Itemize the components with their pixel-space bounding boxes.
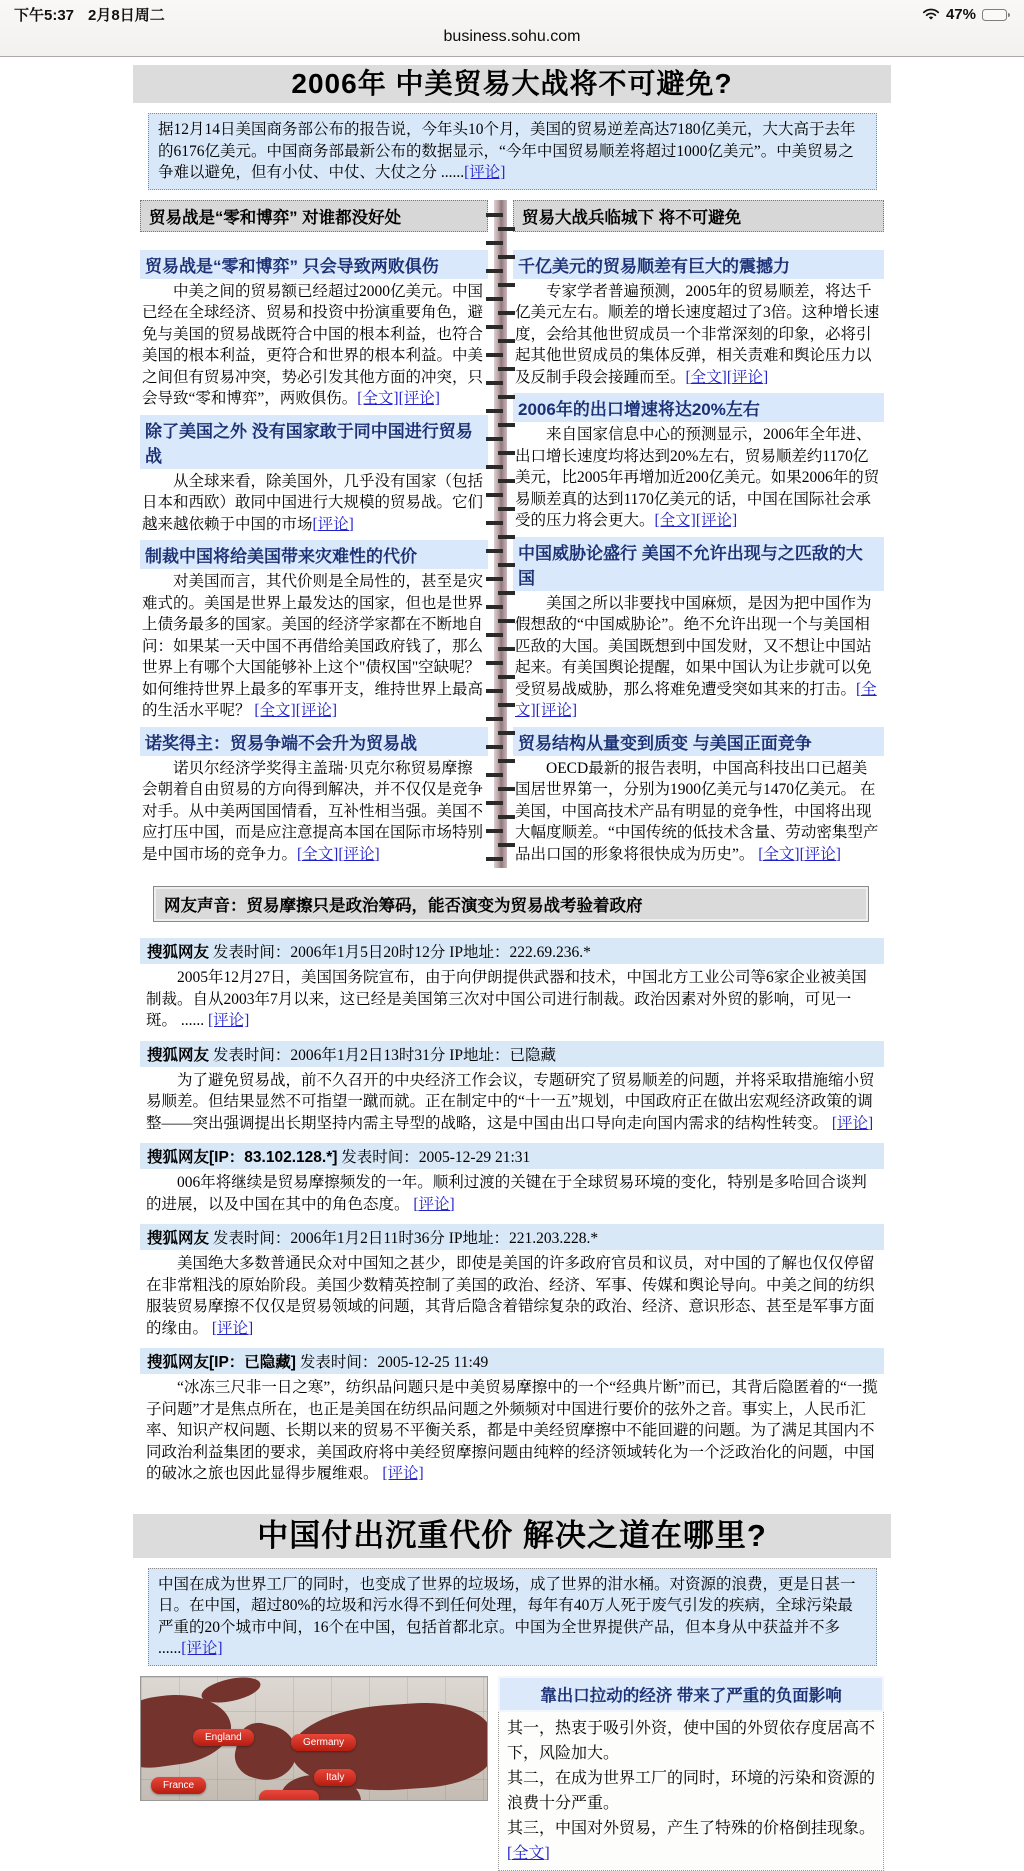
section-title: 制裁中国将给美国带来灾难性的代价 [140,540,488,569]
comment-item [140,938,884,1039]
comment-author: 搜狐网友[IP：已隐藏] [147,1354,296,1371]
comment-body [140,1374,884,1492]
intro-box [148,113,877,190]
comment-text: 2005年12月27日，美国国务院宣布，由于向伊朗提供武器和技术，中国北方工业公司等6家企业被美国制裁。自从2003年7月以来，这已经是美国第三次对中国公司进行制裁。政治因素对外贸的影响，可见一斑。 ...... [146,969,867,1029]
section-body [140,756,488,869]
comment-body [140,1250,884,1346]
section-body [140,469,488,539]
news-section [513,393,884,535]
map-continent-shape [199,1676,262,1707]
comments-link[interactable]: [评论] [382,1465,424,1482]
comment-time: 发表时间：2005-12-25 11:49 [299,1354,489,1371]
comment-time: 发表时间：2006年1月5日20时12分 IP地址：222.69.236.* [212,944,591,961]
comment-body [140,964,884,1039]
clock: 下午5:37 [14,7,75,24]
fulltext-link[interactable]: [全文] [515,680,877,719]
section-text: 中美之间的贸易额已经超过2000亿美元。中国已经在全球经济、贸易和投资中扮演重要角色，避免与美国的贸易战既符合中国的根本利益，也符合美国的根本利益，更符合和世界的根本利益。中美之间但有贸易冲突，势必引发其他方面的冲突，只会导致“零和博弈”，两败俱伤。 [142,282,484,407]
list-item-text: 其三，中国对外贸易，产生了特殊的价格倒挂现象。 [507,1819,876,1837]
netizen-voice-header: 网友声音：贸易摩擦只是政治筹码，能否演变为贸易战考验着政府 [153,886,869,922]
status-bar [0,0,1024,25]
page2-intro-box [148,1568,877,1666]
negative-effects-panel [498,1676,884,1871]
list-item: 其一，热衷于吸引外资，使中国的外贸依存度居高不下，风险加大。 [507,1719,876,1762]
list-item: 其二，在成为世界工厂的同时，环境的污染和资源的浪费十分严重。 [507,1769,876,1812]
comment-time: 发表时间：2006年1月2日13时31分 IP地址：已隐藏 [212,1046,557,1064]
negative-effects-list [498,1712,884,1871]
address-bar[interactable]: business.sohu.com [443,28,581,45]
comments-link[interactable]: [评论] [398,390,440,407]
comment-meta [140,1143,884,1169]
intro-comments-link[interactable]: [评论] [181,1640,223,1657]
fulltext-link[interactable]: [全文] [654,512,696,529]
section-title: 除了美国之外 没有国家敢于同中国进行贸易战 [140,415,488,469]
comment-meta [140,938,884,964]
map-label-italy: Italy [314,1769,356,1786]
comments-link[interactable]: [评论] [535,702,577,719]
comments-link[interactable]: [评论] [695,512,738,529]
section-text: 美国之所以非要找中国麻烦，是因为把中国作为假想敌的“中国威胁论”。绝不允许出现一个与美国相匹敌的大国。美国既想到中国发财，又不想让中国站起来。有美国舆论提醒，如果中国认为让步就可以免受贸易战威胁，那么将难免遭受突如其来的打击。 [515,594,872,698]
page2-title: 中国付出沉重代价 解决之道在哪里? [133,1514,891,1558]
section-body [513,756,884,869]
section-title: 千亿美元的贸易顺差有巨大的震撼力 [513,250,884,279]
page2-intro-text: 中国在成为世界工厂的同时，也变成了世界的垃圾场，成了世界的泔水桶。对资源的浪费，更是日甚一日。在中国，超过80%的垃圾和污水得不到任何处理，每年有40万人死于废气引发的疾病，全球污染最严重的20个城市中间，16个在中国，包括首都北京。中国为全世界提供产品，但本身从中获益并不多 ...... [158,1575,856,1657]
page2-bottom-row [133,1676,891,1871]
section-title: 中国威胁论盛行 美国不允许出现与之匹敌的大国 [513,537,884,591]
fulltext-link[interactable]: [全文] [297,845,339,863]
news-section [513,727,884,869]
map-label-france: France [151,1777,206,1794]
fulltext-link[interactable]: [全文] [507,1844,550,1862]
comments-link[interactable]: [评论] [726,368,769,386]
comment-text: 为了避免贸易战，前不久召开的中央经济工作会议，专题研究了贸易顺差的问题，并将采取措施缩小贸易顺差。但结果显然不可指望一蹴而就。正在制定中的“十一五”规划，中国政府正在做出宏观经济政策的调整——突出强调提出长期坚持内需主导型的战略，这是中国由出口导向走向国内需求的结构性转变。 [146,1071,875,1132]
comment-meta [140,1224,884,1250]
section-title: 诺奖得主：贸易争端不会升为贸易战 [140,727,488,756]
page-content [133,65,891,1871]
intro-comments-link[interactable]: [评论] [464,164,506,181]
news-section [140,727,488,869]
comments-link[interactable]: [评论] [208,1012,250,1029]
section-body [140,569,488,725]
fulltext-link[interactable]: [全文] [357,390,399,407]
comment-meta [140,1348,884,1374]
comment-item [140,1143,884,1222]
section-text: 对美国而言，其代价则是全局性的，甚至是灾难式的。美国是世界上最发达的国家，但也是世界上债务最多的国家。美国的经济学家都在不断地自问：如果某一天中国不再借给美国政府钱了，那么世界上有哪个大国能够补上这个"债权国"空缺呢？如何维持世界上最多的军事开支，维持世界上最高的生活水平呢？ [142,573,484,719]
comments-link[interactable]: [评论] [211,1319,254,1337]
comments-link[interactable]: [评论] [831,1114,874,1132]
wifi-icon [922,8,940,21]
news-section [140,540,488,725]
left-column [140,200,488,869]
comments-link[interactable]: [评论] [413,1195,455,1213]
comments-link[interactable]: [评论] [295,702,338,719]
comment-item [140,1348,884,1492]
comments-link[interactable]: [评论] [338,845,380,863]
list-item [507,1816,875,1866]
section-text: 来自国家信息中心的预测显示，2006年全年进、出口增长速度均将达到20%左右，贸易顺差约1170亿美元，比2005年再增加近200亿美元。如果2006年的贸易顺差真的达到1170亿美元的话，中国在国际社会承受的压力将会更大。 [515,426,880,529]
battery-icon [982,9,1010,21]
comment-text: “冰冻三尺非一日之寒”，纺织品问题只是中美贸易摩擦中的一个“经典片断”而已，其背后隐匿着的“一揽子问题”才是焦点所在，也正是美国在纺织品问题之外频频对中国进行要价的弦外之音。事实上，人民币汇率、知识产权问题、长期以来的贸易不平衡关系，都是中美经贸摩擦中不能回避的问题。为了满足其国内不同政治利益集团的要求，美国政府将中美经贸摩擦问题由纯粹的经济领域转化为一个泛政治化的问题，中国的破冰之旅也因此显得步履维艰。 [146,1379,878,1482]
fulltext-link[interactable]: [全文] [685,368,727,386]
section-text: OECD最新的报告表明，中国高科技出口已超美国居世界第一，分别为1900亿美元与1470亿美元。 在美国，中国高技术产品有明显的竞争性，中国将出现大幅度顺差。“中国传统的低技术含量、劳动密集型产品出口国的形象将很快成为历史”。 [515,759,879,863]
section-text: 从全球来看，除美国外，几乎没有国家（包括日本和西欧）敢同中国进行大规模的贸易战。它们越来越依赖于中国的市场 [142,472,484,533]
comments-link[interactable]: [评论] [312,515,354,533]
comment-author: 搜狐网友[IP：83.102.128.*] [147,1149,338,1166]
battery-percent: 47% [945,6,976,23]
news-section [140,415,488,539]
world-map-image [140,1676,488,1801]
left-column-header: 贸易战是“零和博弈” 对谁都没好处 [140,200,488,232]
section-text: 专家学者普遍预测，2005年的贸易顺差，将达千亿美元左右。顺差的增长速度超过了3倍。这种增长速度，会给其他世贸成员一个非常深刻的印象，必将引起其他世贸成员的集体反弹，相关责难和舆论压力以及反制手段会接踵而至。 [515,282,880,386]
section-body [513,422,884,535]
section-body [140,279,488,413]
news-section [513,537,884,725]
intro-text: 据12月14日美国商务部公布的报告说，今年头10个月，美国的贸易逆差高达7180亿美元，大大高于去年的6176亿美元。中国商务部最新公布的数据显示，“今年中国贸易顺差将超过1000亿美元”。中美贸易之争难以避免，但有小仗、中仗、大仗之分 ...... [158,121,856,181]
section-text: 诺贝尔经济学奖得主盖瑞·贝克尔称贸易摩擦会朝着自由贸易的方向得到解决，并不仅仅是竞争对手。从中美两国国情看，互补性相当强。美国不应打压中国，而是应注意提高本国在国际市场特别是中国市场的竞争力。 [142,759,484,863]
comment-text: 006年将继续是贸易摩擦频发的一年。顺利过渡的关键在于全球贸易环境的变化，特别是多哈回合谈判的进展，以及中国在其中的角色态度。 [146,1174,867,1213]
page-title: 2006年 中美贸易大战将不可避免? [133,65,891,103]
fulltext-link[interactable]: [全文] [758,845,800,863]
comment-body [140,1067,884,1142]
negative-effects-header: 靠出口拉动的经济 带来了严重的负面影响 [498,1676,884,1712]
map-label-partial [259,1790,319,1801]
news-section [140,250,488,413]
comment-item [140,1224,884,1346]
comments-link[interactable]: [评论] [799,845,841,863]
comments-list [133,938,891,1492]
two-column-area [133,200,891,869]
map-label-england: England [193,1729,254,1746]
section-body [513,279,884,392]
right-column-header: 贸易大战兵临城下 将不可避免 [513,200,884,232]
date: 2月8日周二 [88,7,165,24]
news-section [513,250,884,392]
browser-chrome [0,0,1024,57]
comment-time: 发表时间：2006年1月2日11时36分 IP地址：221.203.228.* [212,1230,599,1247]
spiral-binding-divider [494,200,507,869]
comment-time: 发表时间：2005-12-29 21:31 [341,1149,531,1166]
comment-item [140,1041,884,1142]
fulltext-link[interactable]: [全文] [254,702,296,719]
comment-author: 搜狐网友 [147,944,210,961]
comment-author: 搜狐网友 [147,1046,210,1064]
section-title: 贸易结构从量变到质变 与美国正面竞争 [513,727,884,756]
section-title: 贸易战是“零和博弈” 只会导致两败俱伤 [140,250,488,279]
comment-body [140,1169,884,1222]
section-body [513,591,884,725]
comment-author: 搜狐网友 [147,1230,210,1247]
right-column [513,200,884,869]
comment-text: 美国绝大多数普通民众对中国知之甚少，即使是美国的许多政府官员和议员，对中国的了解也仅仅停留在非常粗浅的原始阶段。美国少数精英控制了美国的政治、经济、军事、传媒和舆论导向。中美之间的纺织服装贸易摩擦不仅仅是贸易领域的问题，其背后隐含着错综复杂的政治、经济、意识形态、甚至是军事方面的缘由。 [146,1255,875,1337]
comment-meta [140,1041,884,1067]
section-title: 2006年的出口增速将达20%左右 [513,393,884,422]
map-label-germany: Germany [291,1734,356,1751]
